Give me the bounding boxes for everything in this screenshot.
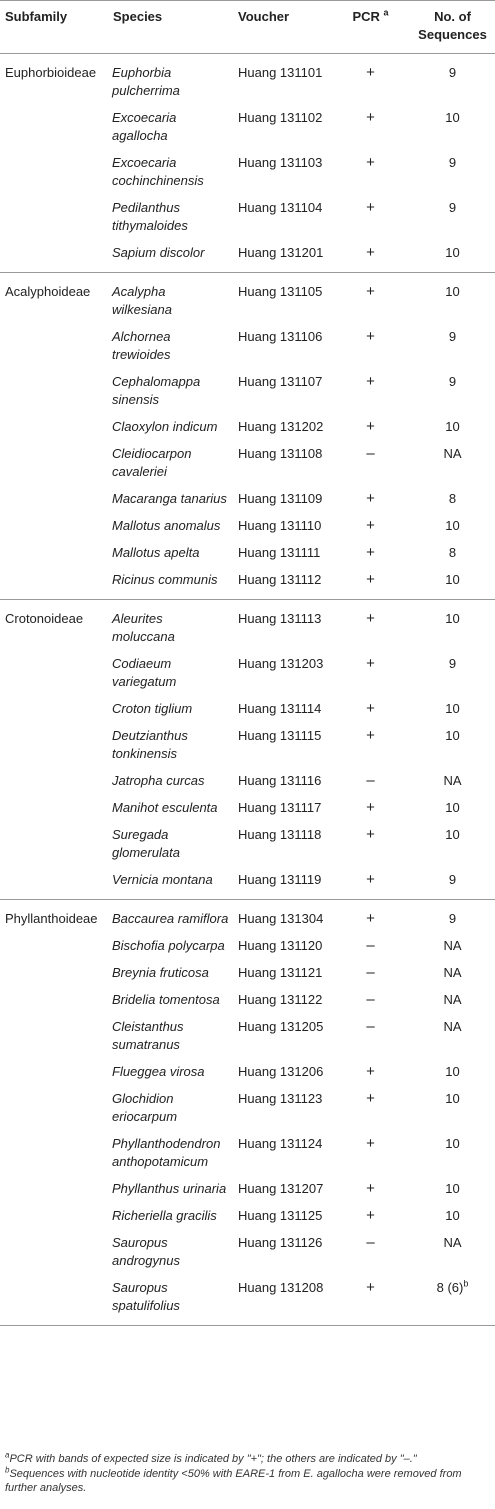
sequences-cell xyxy=(409,1131,495,1176)
voucher-cell: Huang 131208 xyxy=(233,1275,331,1326)
sequences-cell xyxy=(409,987,495,1014)
species-cell: Phyllanthodendron anthopotamicum xyxy=(112,1136,221,1169)
header-pcr-footnote-mark: a xyxy=(383,7,389,18)
sequences-cell xyxy=(409,54,495,106)
sequences-value: NA xyxy=(443,1019,462,1034)
sequences-cell xyxy=(409,1230,495,1275)
pcr-cell: + xyxy=(366,700,375,717)
sequences-value: 9 xyxy=(448,872,457,887)
voucher-cell: Huang 131101 xyxy=(238,65,323,80)
pcr-cell: + xyxy=(366,490,375,507)
voucher-cell: Huang 131119 xyxy=(233,867,331,900)
subfamily-cell xyxy=(0,1230,108,1275)
subfamily-cell xyxy=(0,1176,108,1203)
subfamily-cell xyxy=(0,1059,108,1086)
subfamily-cell: Acalyphoideae xyxy=(5,284,91,299)
table-row xyxy=(0,822,495,867)
voucher-cell: Huang 131104 xyxy=(238,200,323,215)
table-row xyxy=(0,1176,495,1203)
voucher-cell: Huang 131117 xyxy=(238,800,322,815)
voucher-cell: Huang 131124 xyxy=(238,1136,323,1151)
voucher-cell: Huang 131102 xyxy=(238,110,323,125)
footnote-b-text: Sequences with nucleotide identity <50% with EARE-1 from E. agallocha were removed from further analyses. xyxy=(5,1468,462,1494)
voucher-cell: Huang 131103 xyxy=(238,155,323,170)
subfamily-cell xyxy=(0,768,108,795)
subfamily-cell xyxy=(0,150,108,195)
sequences-cell xyxy=(409,768,495,795)
species-cell: Mallotus anomalus xyxy=(112,518,221,533)
sequences-value: 10 xyxy=(445,419,460,434)
sequences-value: 9 xyxy=(448,155,457,170)
subfamily-cell xyxy=(0,933,108,960)
voucher-cell: Huang 131123 xyxy=(238,1091,323,1106)
species-cell: Baccaurea ramiflora xyxy=(112,911,229,926)
sequences-value: 8 xyxy=(448,545,457,560)
voucher-cell: Huang 131203 xyxy=(238,656,324,671)
footnote-a-text: PCR with bands of expected size is indicated by "+"; the others are indicated by "–." xyxy=(9,1453,417,1465)
table-row xyxy=(0,441,495,486)
sequences-cell xyxy=(409,1059,495,1086)
subfamily-cell: Phyllanthoideae xyxy=(5,911,98,926)
sequences-cell xyxy=(409,1203,495,1230)
table-row xyxy=(0,486,495,513)
sequences-cell xyxy=(409,1176,495,1203)
species-cell: Flueggea virosa xyxy=(112,1064,205,1079)
sequences-value: NA xyxy=(443,446,462,461)
pcr-cell: + xyxy=(366,1063,375,1080)
table-header xyxy=(0,1,495,54)
species-cell: Excoecaria agallocha xyxy=(112,110,177,143)
sequences-value: 10 xyxy=(445,611,460,626)
sequences-cell xyxy=(409,1275,495,1326)
voucher-cell: Huang 131205 xyxy=(238,1019,324,1034)
species-cell: Cleistanthus sumatranus xyxy=(112,1019,184,1052)
footnote-a-mark: a xyxy=(5,1450,10,1460)
sequences-value: 10 xyxy=(445,110,460,125)
sequences-value: 10 xyxy=(445,800,460,815)
table-row xyxy=(0,1230,495,1275)
sequences-value: NA xyxy=(443,773,462,788)
header-pcr xyxy=(331,1,409,54)
pcr-cell: + xyxy=(366,655,375,672)
species-cell: Deutzianthus tonkinensis xyxy=(112,728,188,761)
header-row xyxy=(0,1,495,54)
table-row xyxy=(0,696,495,723)
sequences-cell xyxy=(409,540,495,567)
table-row xyxy=(0,1275,495,1326)
subfamily-cell xyxy=(0,414,108,441)
species-cell: Sauropus spatulifolius xyxy=(108,1275,233,1326)
voucher-cell: Huang 131122 xyxy=(238,992,323,1007)
table-row xyxy=(0,723,495,768)
table-row xyxy=(0,651,495,696)
pcr-cell: + xyxy=(366,910,375,927)
species-cell: Excoecaria cochinchinensis xyxy=(112,155,204,188)
sequences-value: 10 xyxy=(445,284,460,299)
subfamily-cell xyxy=(0,651,108,696)
sequences-value: 10 xyxy=(445,1136,460,1151)
sequences-value: 8 xyxy=(448,491,457,506)
sequences-cell xyxy=(409,723,495,768)
footnote-b xyxy=(5,1467,493,1495)
voucher-cell: Huang 131121 xyxy=(238,965,323,980)
pcr-cell: + xyxy=(366,517,375,534)
table-row xyxy=(0,105,495,150)
table-row xyxy=(0,1086,495,1131)
pcr-cell: + xyxy=(366,64,375,81)
table-row xyxy=(0,867,495,900)
table-row xyxy=(0,273,495,325)
sequences-value: 10 xyxy=(445,1208,460,1223)
subfamily-cell xyxy=(0,369,108,414)
species-cell: Suregada glomerulata xyxy=(112,827,180,860)
sequences-cell xyxy=(409,651,495,696)
table-row xyxy=(0,195,495,240)
pcr-cell: + xyxy=(366,1135,375,1152)
species-cell: Euphorbia pulcherrima xyxy=(112,65,180,98)
sequences-value: 10 xyxy=(445,572,460,587)
footnote-b-mark: b xyxy=(5,1465,10,1475)
pcr-cell: – xyxy=(366,772,375,789)
header-sequences: No. of Sequences xyxy=(409,1,495,54)
table-row xyxy=(0,987,495,1014)
table-row xyxy=(0,324,495,369)
pcr-cell: + xyxy=(366,154,375,171)
header-voucher: Voucher xyxy=(233,1,331,54)
species-cell: Alchornea trewioides xyxy=(112,329,171,362)
voucher-cell: Huang 131126 xyxy=(238,1235,323,1250)
voucher-cell: Huang 131125 xyxy=(238,1208,323,1223)
sequences-cell xyxy=(409,1014,495,1059)
pcr-cell: + xyxy=(366,373,375,390)
table-row xyxy=(0,369,495,414)
table-row xyxy=(0,795,495,822)
subfamily-cell xyxy=(0,723,108,768)
sequences-cell xyxy=(409,414,495,441)
table-body xyxy=(0,54,495,1326)
subfamily-cell xyxy=(0,324,108,369)
voucher-cell: Huang 131107 xyxy=(238,374,323,389)
sequences-value: NA xyxy=(443,992,462,1007)
pcr-cell: + xyxy=(366,328,375,345)
species-cell: Manihot esculenta xyxy=(112,800,218,815)
pcr-cell: + xyxy=(366,727,375,744)
voucher-cell: Huang 131105 xyxy=(238,284,323,299)
voucher-cell: Huang 131118 xyxy=(238,827,322,842)
subfamily-cell xyxy=(0,960,108,987)
table-row xyxy=(0,900,495,934)
sequences-value: 8 (6) xyxy=(436,1280,464,1295)
sequences-cell xyxy=(409,822,495,867)
table-row xyxy=(0,414,495,441)
footnote-a xyxy=(5,1452,493,1466)
sequences-value: 10 xyxy=(445,728,460,743)
sequences-cell xyxy=(409,195,495,240)
subfamily-cell xyxy=(0,486,108,513)
footnotes xyxy=(5,1452,493,1496)
sequences-cell xyxy=(409,567,495,600)
sequences-value: 10 xyxy=(445,1091,460,1106)
sequences-cell xyxy=(409,486,495,513)
subfamily-cell xyxy=(0,540,108,567)
pcr-cell: + xyxy=(331,867,409,900)
sequences-value: NA xyxy=(443,965,462,980)
sequences-cell xyxy=(409,795,495,822)
species-cell: Vernicia montana xyxy=(108,867,233,900)
table-row xyxy=(0,1014,495,1059)
subfamily-cell xyxy=(0,822,108,867)
sequences-cell xyxy=(409,900,495,934)
species-cell: Sapium discolor xyxy=(108,240,233,273)
sequences-value: 10 xyxy=(445,518,460,533)
subfamily-cell xyxy=(0,240,108,273)
subfamily-cell xyxy=(0,567,108,600)
voucher-cell: Huang 131206 xyxy=(238,1064,324,1079)
sequences-cell xyxy=(409,273,495,325)
species-cell: Cleidiocarpon cavaleriei xyxy=(112,446,192,479)
sequences-value: NA xyxy=(443,938,462,953)
sequences-cell xyxy=(409,105,495,150)
sequences-cell xyxy=(409,240,495,273)
subfamily-cell xyxy=(0,1275,108,1326)
pcr-cell: + xyxy=(366,283,375,300)
table-row xyxy=(0,54,495,106)
pcr-cell: – xyxy=(366,991,375,1008)
sequences-cell xyxy=(409,513,495,540)
sequences-footnote-mark: b xyxy=(463,1278,469,1289)
sequences-value: 10 xyxy=(445,1064,460,1079)
header-subfamily: Subfamily xyxy=(0,1,108,54)
subfamily-cell xyxy=(0,1086,108,1131)
pcr-cell: + xyxy=(366,1180,375,1197)
sequences-value: 10 xyxy=(445,245,460,260)
pcr-cell: – xyxy=(366,445,375,462)
subfamily-cell xyxy=(0,867,108,900)
species-cell: Richeriella gracilis xyxy=(112,1208,217,1223)
voucher-cell: Huang 131207 xyxy=(238,1181,324,1196)
species-cell: Aleurites moluccana xyxy=(112,611,175,644)
voucher-cell: Huang 131201 xyxy=(233,240,331,273)
sequences-value: 10 xyxy=(445,1181,460,1196)
pcr-cell: + xyxy=(331,240,409,273)
pcr-cell: – xyxy=(366,937,375,954)
subfamily-cell xyxy=(0,696,108,723)
sequences-cell xyxy=(409,960,495,987)
table-row xyxy=(0,933,495,960)
pcr-cell: + xyxy=(366,610,375,627)
species-cell: Acalypha wilkesiana xyxy=(112,284,172,317)
pcr-cell: + xyxy=(331,567,409,600)
sequences-cell xyxy=(409,867,495,900)
sequences-cell xyxy=(409,696,495,723)
voucher-cell: Huang 131112 xyxy=(233,567,331,600)
voucher-cell: Huang 131116 xyxy=(238,773,322,788)
sequences-cell xyxy=(409,933,495,960)
table-row xyxy=(0,540,495,567)
voucher-cell: Huang 131106 xyxy=(238,329,323,344)
table-row xyxy=(0,960,495,987)
species-cell: Bridelia tomentosa xyxy=(112,992,220,1007)
sequences-cell xyxy=(409,600,495,652)
sequences-cell xyxy=(409,441,495,486)
sequences-value: NA xyxy=(443,1235,462,1250)
table-row xyxy=(0,1059,495,1086)
species-cell: Bischofia polycarpa xyxy=(112,938,225,953)
subfamily-cell xyxy=(0,441,108,486)
sequences-value: 10 xyxy=(445,701,460,716)
species-cell: Codiaeum variegatum xyxy=(112,656,177,689)
subfamily-cell xyxy=(0,1014,108,1059)
header-species: Species xyxy=(108,1,233,54)
table-row xyxy=(0,240,495,273)
pcr-cell: – xyxy=(366,1018,375,1035)
table-row xyxy=(0,1131,495,1176)
pcr-cell: + xyxy=(366,544,375,561)
header-pcr-label: PCR xyxy=(352,9,380,24)
pcr-cell: + xyxy=(366,1207,375,1224)
pcr-cell: + xyxy=(331,1275,409,1326)
species-cell: Glochidion eriocarpum xyxy=(112,1091,178,1124)
table-row xyxy=(0,600,495,652)
table-row xyxy=(0,567,495,600)
species-cell: Claoxylon indicum xyxy=(112,419,218,434)
voucher-cell: Huang 131120 xyxy=(238,938,323,953)
species-cell: Breynia fruticosa xyxy=(112,965,209,980)
subfamily-cell xyxy=(0,105,108,150)
voucher-cell: Huang 131113 xyxy=(238,611,322,626)
species-cell: Croton tiglium xyxy=(112,701,193,716)
sequences-value: 9 xyxy=(448,911,457,926)
species-cell: Pedilanthus tithymaloides xyxy=(112,200,188,233)
subfamily-cell xyxy=(0,513,108,540)
voucher-cell: Huang 131111 xyxy=(238,545,321,560)
voucher-cell: Huang 131202 xyxy=(238,419,324,434)
sequences-cell xyxy=(409,369,495,414)
voucher-cell: Huang 131304 xyxy=(238,911,324,926)
pcr-cell: – xyxy=(366,1234,375,1251)
species-cell: Mallotus apelta xyxy=(112,545,200,560)
subfamily-cell xyxy=(0,987,108,1014)
sequences-value: 9 xyxy=(448,329,457,344)
sequences-value: 9 xyxy=(448,65,457,80)
voucher-cell: Huang 131110 xyxy=(238,518,322,533)
sequences-cell xyxy=(409,324,495,369)
sequences-value: 9 xyxy=(448,656,457,671)
subfamily-cell xyxy=(0,1203,108,1230)
sequences-value: 9 xyxy=(448,374,457,389)
voucher-cell: Huang 131115 xyxy=(238,728,322,743)
sequences-value: 9 xyxy=(448,200,457,215)
species-cell: Sauropus androgynus xyxy=(112,1235,180,1268)
pcr-cell: + xyxy=(366,418,375,435)
subfamily-cell: Crotonoideae xyxy=(5,611,84,626)
voucher-cell: Huang 131109 xyxy=(238,491,323,506)
species-cell: Phyllanthus urinaria xyxy=(112,1181,227,1196)
species-cell: Ricinus communis xyxy=(108,567,233,600)
pcr-cell: + xyxy=(366,1090,375,1107)
subfamily-cell xyxy=(0,795,108,822)
pcr-cell: + xyxy=(366,799,375,816)
subfamily-cell xyxy=(0,1131,108,1176)
species-cell: Macaranga tanarius xyxy=(112,491,227,506)
voucher-cell: Huang 131114 xyxy=(238,701,322,716)
species-cell: Cephalomappa sinensis xyxy=(112,374,201,407)
species-cell: Jatropha curcas xyxy=(112,773,205,788)
voucher-cell: Huang 131108 xyxy=(238,446,323,461)
pcr-cell: + xyxy=(366,109,375,126)
sequences-cell xyxy=(409,1086,495,1131)
pcr-cell: + xyxy=(366,826,375,843)
subfamily-cell xyxy=(0,195,108,240)
table-row xyxy=(0,1203,495,1230)
table-row xyxy=(0,513,495,540)
pcr-cell: + xyxy=(366,199,375,216)
table-row xyxy=(0,768,495,795)
sequences-cell xyxy=(409,150,495,195)
sequences-value: 10 xyxy=(445,827,460,842)
subfamily-cell: Euphorbioideae xyxy=(5,65,97,80)
table-row xyxy=(0,150,495,195)
pcr-cell: – xyxy=(366,964,375,981)
